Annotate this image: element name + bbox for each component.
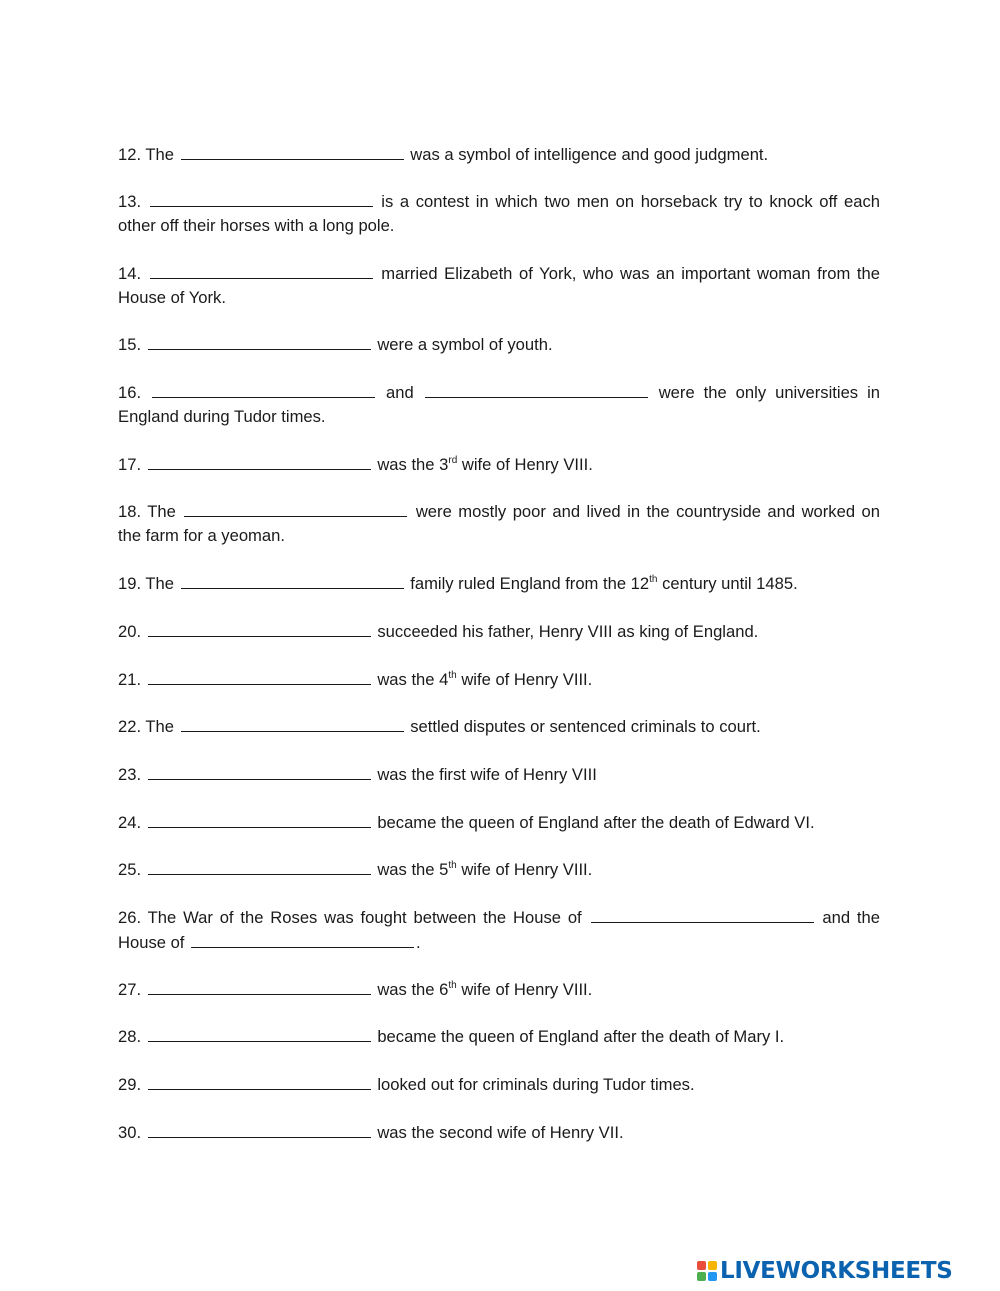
question-15: 15. were a symbol of youth. [118,332,880,357]
logo-tile [708,1272,717,1281]
answer-blank[interactable] [148,977,371,995]
question-30: 30. was the second wife of Henry VII. [118,1120,880,1145]
answer-blank[interactable] [184,499,407,517]
answer-blank[interactable] [148,1024,371,1042]
question-26: 26. The War of the Roses was fought between the House of and the House of . [118,905,880,955]
answer-blank[interactable] [148,857,371,875]
answer-blank[interactable] [148,452,371,470]
question-13: 13. is a contest in which two men on horseback try to knock off each other off their horses with a long pole. [118,189,880,238]
question-28: 28. became the queen of England after the death of Mary I. [118,1024,880,1049]
answer-blank[interactable] [181,571,404,589]
question-21: 21. was the 4th wife of Henry VIII. [118,667,880,692]
answer-blank[interactable] [148,1120,371,1138]
logo-tile [697,1272,706,1281]
answer-blank[interactable] [181,142,404,160]
answer-blank[interactable] [152,380,375,398]
question-23: 23. was the first wife of Henry VIII [118,762,880,787]
liveworksheets-logo[interactable] [697,1258,952,1284]
answer-blank[interactable] [148,762,371,780]
answer-blank[interactable] [148,1072,371,1090]
answer-blank[interactable] [181,714,404,732]
liveworksheets-logo-icon [697,1261,717,1281]
question-17: 17. was the 3rd wife of Henry VIII. [118,452,880,477]
question-24: 24. became the queen of England after the death of Edward VI. [118,810,880,835]
answer-blank[interactable] [150,261,373,279]
answer-blank[interactable] [148,810,371,828]
question-20: 20. succeeded his father, Henry VIII as king of England. [118,619,880,644]
brand-name: LIVEWORKSHEETS [720,1258,953,1284]
question-22: 22. The settled disputes or sentenced criminals to court. [118,714,880,739]
question-14: 14. married Elizabeth of York, who was an important woman from the House of York. [118,261,880,310]
logo-tile [697,1261,706,1270]
answer-blank[interactable] [191,930,414,948]
answer-blank[interactable] [425,380,648,398]
answer-blank[interactable] [591,905,814,923]
question-25: 25. was the 5th wife of Henry VIII. [118,857,880,882]
answer-blank[interactable] [148,619,371,637]
question-19: 19. The family ruled England from the 12th century until 1485. [118,571,880,596]
question-18: 18. The were mostly poor and lived in the countryside and worked on the farm for a yeoman. [118,499,880,548]
answer-blank[interactable] [148,332,371,350]
answer-blank[interactable] [150,189,373,207]
question-16: 16. and were the only universities in England during Tudor times. [118,380,880,429]
question-29: 29. looked out for criminals during Tudor times. [118,1072,880,1097]
answer-blank[interactable] [148,667,371,685]
logo-tile [708,1261,717,1270]
question-12: 12. The was a symbol of intelligence and good judgment. [118,142,880,167]
question-27: 27. was the 6th wife of Henry VIII. [118,977,880,1002]
